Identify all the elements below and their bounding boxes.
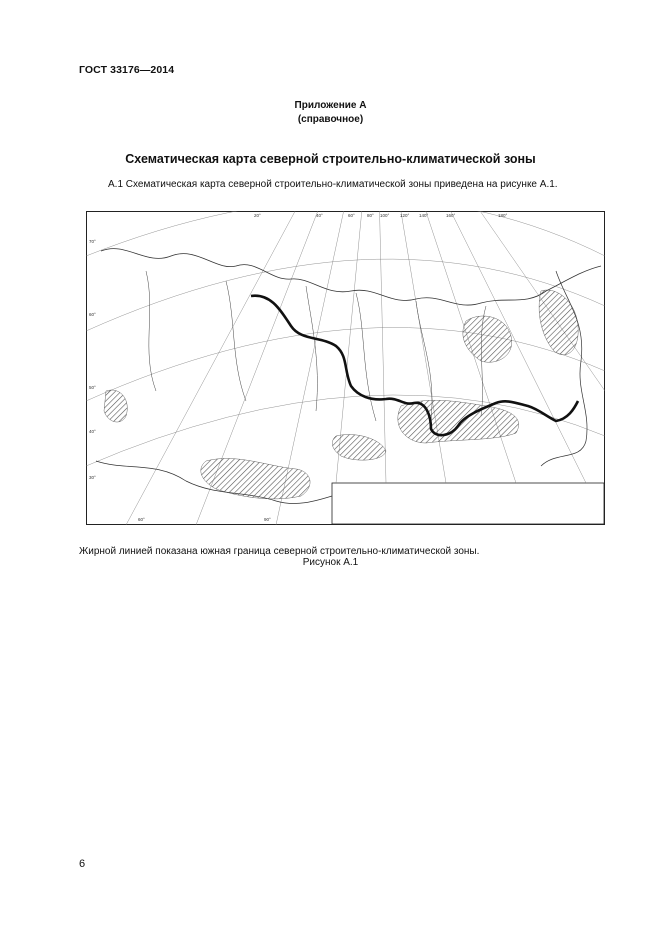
lat-label: 50° [89, 385, 96, 390]
document-code: ГОСТ 33176—2014 [79, 64, 175, 76]
map-inset-blank [332, 483, 604, 524]
lat-label: 70° [89, 239, 96, 244]
appendix-title: Приложение А [294, 100, 367, 111]
lat-label: 40° [89, 429, 96, 434]
lat-label: 60° [89, 312, 96, 317]
schematic-map [86, 211, 605, 525]
bottom-label: 60° [138, 517, 145, 522]
lon-label: 140° [419, 213, 429, 218]
page-number: 6 [79, 858, 86, 870]
lon-label: 40° [316, 213, 323, 218]
body-paragraph: А.1 Схематическая карта северной строительно-климатической зоны приведена на рисунке А.1. [108, 179, 558, 190]
appendix-kind: (справочное) [297, 114, 364, 125]
lon-label: 100° [380, 213, 390, 218]
lon-label: 80° [367, 213, 374, 218]
lon-label: 160° [446, 213, 456, 218]
bottom-label: 90° [264, 517, 271, 522]
lon-label: 20° [254, 213, 261, 218]
lat-label: 30° [89, 475, 96, 480]
figure-label: Рисунок А.1 [302, 557, 359, 568]
figure-caption: Жирной линией показана южная граница северной строительно-климатической зоны. [79, 546, 480, 557]
lon-label: 180° [498, 213, 508, 218]
lon-label: 120° [400, 213, 410, 218]
section-title: Схематическая карта северной строительно-климатической зоны [125, 152, 536, 166]
lon-label: 60° [348, 213, 355, 218]
